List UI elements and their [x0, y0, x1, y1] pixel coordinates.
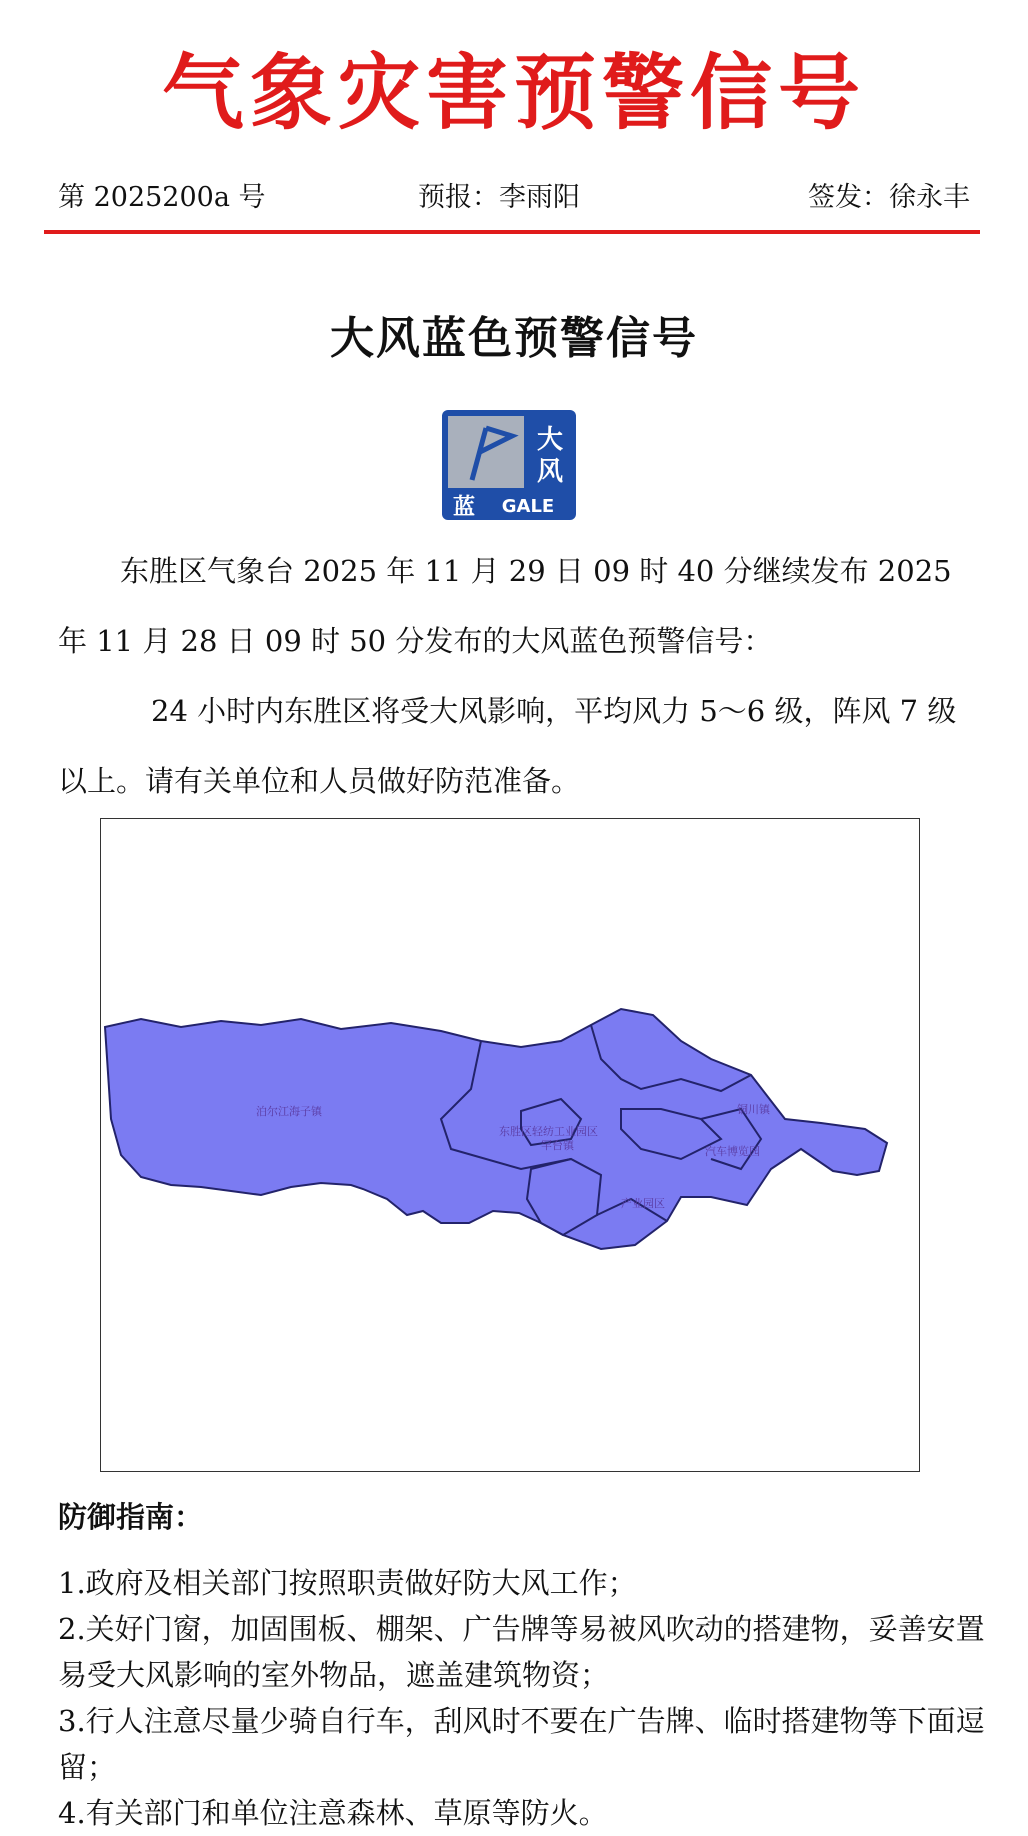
header-title: 气象灾害预警信号	[161, 45, 866, 141]
map-label-tongchuan: 铜川镇	[737, 1103, 770, 1116]
forecaster: 预报：李雨阳	[418, 182, 580, 213]
affected-area-map	[100, 818, 920, 1472]
gale-blue-flag-icon	[442, 410, 576, 520]
guide-item: 4.有关部门和单位注意森林、草原等防火。	[58, 1796, 608, 1830]
defense-guide	[58, 1494, 988, 1836]
icon-flag-panel	[448, 416, 524, 488]
region-outline	[105, 1009, 887, 1249]
issuer: 签发：徐永丰	[808, 182, 970, 213]
meta-row	[58, 175, 970, 215]
map-label-industry-park: 产业园区	[621, 1197, 665, 1210]
icon-char-lan: 蓝	[452, 495, 476, 520]
guide-item: 2.关好门窗，加固围板、棚架、广告牌等易被风吹动的搭建物，妥善安置易受大风影响的室外物品，遮盖建筑物资；	[58, 1612, 985, 1692]
icon-gale-label: GALE	[501, 496, 555, 517]
map-label-industrial-park: 东胜区轻纺工业园区	[499, 1125, 598, 1138]
guide-title: 防御指南：	[58, 1500, 204, 1534]
icon-char-da: 大	[536, 425, 564, 455]
warning-paragraph-1: 东胜区气象台 2025 年 11 月 29 日 09 时 40 分继续发布 2025 年 11 月 28 日 09 时 50 分发布的大风蓝色预警信号：	[58, 554, 952, 658]
signal-title: 大风蓝色预警信号	[330, 313, 698, 364]
guide-item: 3.行人注意尽量少骑自行车，刮风时不要在广告牌、临时搭建物等下面逗留；	[58, 1704, 985, 1784]
icon-char-feng: 风	[536, 457, 564, 487]
map-label-hantai: 罕台镇	[541, 1139, 574, 1152]
document-number: 第 2025200a 号	[58, 182, 266, 213]
guide-item: 1.政府及相关部门按照职责做好防大风工作；	[58, 1566, 637, 1600]
map-label-auto-expo: 汽车博览园	[705, 1145, 760, 1158]
map-label-boerjianghaizi: 泊尔江海子镇	[256, 1105, 322, 1118]
map-svg	[101, 819, 921, 1473]
warning-paragraph-2: 24 小时内东胜区将受大风影响，平均风力 5～6 级，阵风 7 级以上。请有关单位和人员做好防范准备。	[58, 694, 957, 798]
header-divider	[44, 230, 980, 234]
